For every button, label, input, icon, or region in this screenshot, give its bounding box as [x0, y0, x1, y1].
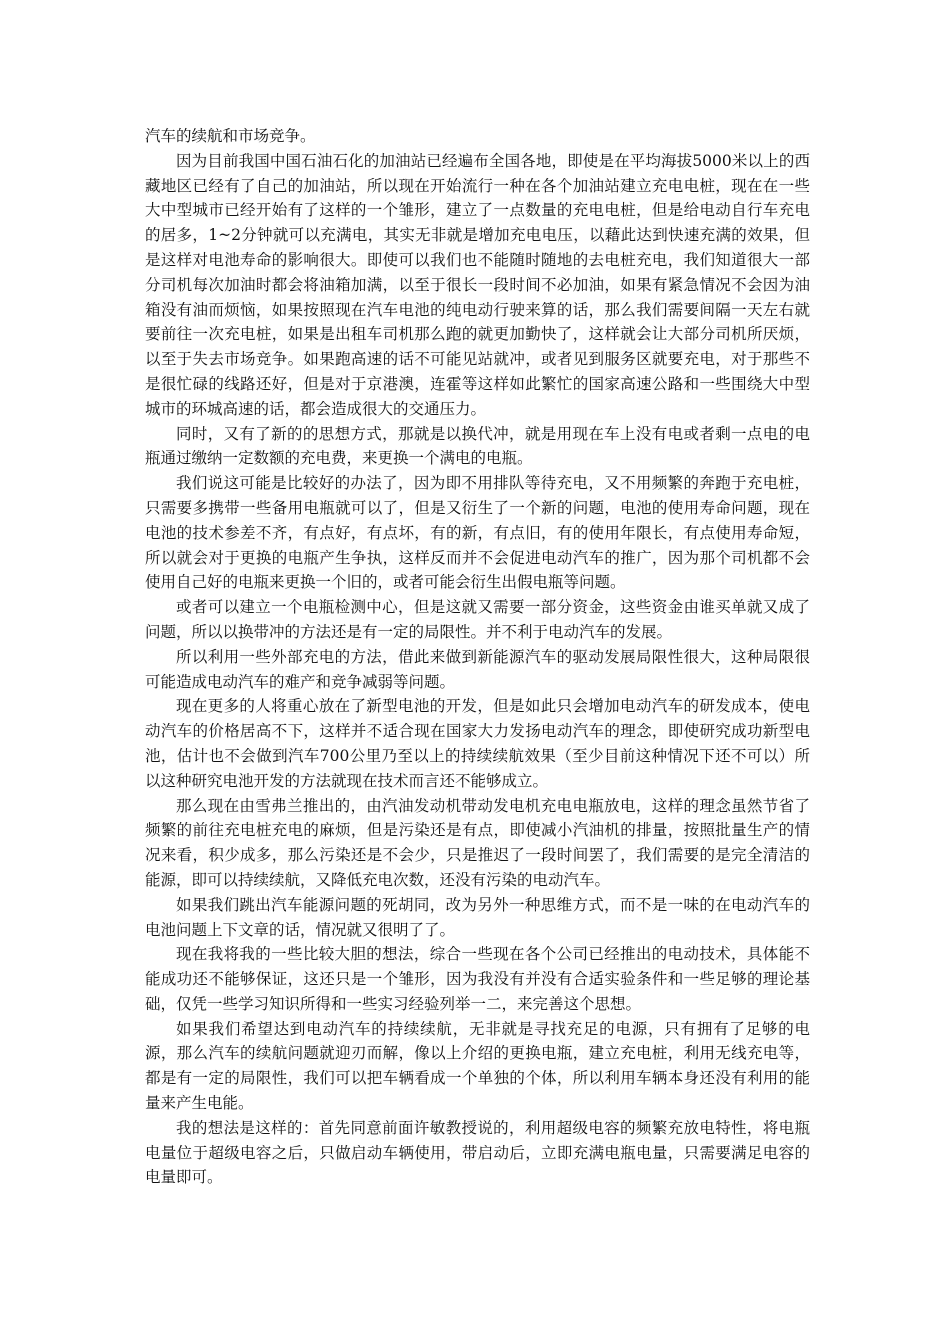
- paragraph-7: 现在更多的人将重心放在了新型电池的开发，但是如此只会增加电动汽车的研发成本，使电动汽车的价格居高不下，这样并不适合现在国家大力发扬电动汽车的理念，即使研究成功新型电池，估计也不会做到汽车700公里乃至以上的持续续航效果（至少目前这种情况下还不可以）所以这种研究电池开发的方法就现在技术而言还不能够成立。: [145, 697, 810, 790]
- paragraph-10: 现在我将我的一些比较大胆的想法，综合一些现在各个公司已经推出的电动技术，具体能不能成功还不能够保证，这还只是一个雏形，因为我没有并没有合适实验条件和一些足够的理论基础，仅凭一些学习知识所得和一些实习经验列举一二，来完善这个思想。: [145, 945, 810, 1013]
- paragraph-8: 那么现在由雪弗兰推出的，由汽油发动机带动发电机充电电瓶放电，这样的理念虽然节省了频繁的前往充电桩充电的麻烦，但是污染还是有点，即使减小汽油机的排量，按照批量生产的情况来看，积少成多，那么污染还是不会少，只是推迟了一段时间罢了，我们需要的是完全清洁的能源，即可以持续续航，又降低充电次数，还没有污染的电动汽车。: [145, 796, 810, 889]
- document-body: [145, 124, 810, 1190]
- paragraph-4: 我们说这可能是比较好的办法了，因为即不用排队等待充电，又不用频繁的奔跑于充电桩，只需要多携带一些备用电瓶就可以了，但是又衍生了一个新的问题，电池的使用寿命问题，现在电池的技术参差不齐，有点好，有点坏，有的新，有点旧，有的使用年限长，有点使用寿命短，所以就会对于更换的电瓶产生争执，这样反而并不会促进电动汽车的推广，因为那个司机都不会使用自己好的电瓶来更换一个旧的，或者可能会衍生出假电瓶等问题。: [145, 474, 810, 592]
- paragraph-1: 汽车的续航和市场竞争。: [145, 127, 316, 145]
- paragraph-6: 所以利用一些外部充电的方法，借此来做到新能源汽车的驱动发展局限性很大，这种局限很可能造成电动汽车的难产和竞争减弱等问题。: [145, 647, 810, 691]
- paragraph-3: 同时，又有了新的的思想方式，那就是以换代冲，就是用现在车上没有电或者剩一点电的电瓶通过缴纳一定数额的充电费，来更换一个满电的电瓶。: [145, 424, 810, 468]
- paragraph-11: 如果我们希望达到电动汽车的持续续航，无非就是寻找充足的电源，只有拥有了足够的电源，那么汽车的续航问题就迎刃而解，像以上介绍的更换电瓶，建立充电桩，利用无线充电等，都是有一定的局限性，我们可以把车辆看成一个单独的个体，所以利用车辆本身还没有利用的能量来产生电能。: [145, 1019, 810, 1113]
- paragraph-12: 我的想法是这样的：首先同意前面许敏教授说的，利用超级电容的频繁充放电特性，将电瓶电量位于超级电容之后，只做启动车辆使用，带启动后，立即充满电瓶电量，只需要满足电容的电量即可。: [145, 1118, 810, 1187]
- paragraph-2: 因为目前我国中国石油石化的加油站已经遍布全国各地，即使是在平均海拔5000米以上的西藏地区已经有了自己的加油站，所以现在开始流行一种在各个加油站建立充电电桩，现在在一些大中型城市已经开始有了这样的一个雏形，建立了一点数量的充电电桩，但是给电动自行车充电的居多，1~2分钟就可以充满电，其实无非就是增加充电电压，以藉此达到快速充满的效果，但是这样对电池寿命的影响很大。即使可以我们也不能随时随地的去电桩充电，我们知道很大一部分司机每次加油时都会将油箱加满，以至于很长一段时间不必加油，如果有紧急情况不会因为油箱没有油而烦恼，如果按照现在汽车电池的纯电动行驶来算的话，那么我们需要间隔一天左右就要前往一次充电桩，如果是出租车司机那么跑的就更加勤快了，这样就会让大部分司机所厌烦，以至于失去市场竞争。如果跑高速的话不可能见站就冲，或者见到服务区就要充电，对于那些不是很忙碌的线路还好，但是对于京港澳，连霍等这样如此繁忙的国家高速公路和一些围绕大中型城市的环城高速的话，都会造成很大的交通压力。: [145, 151, 810, 418]
- paragraph-5: 或者可以建立一个电瓶检测中心，但是这就又需要一部分资金，这些资金由谁买单就又成了问题，所以以换带冲的方法还是有一定的局限性。并不利于电动汽车的发展。: [145, 598, 810, 641]
- paragraph-9: 如果我们跳出汽车能源问题的死胡同，改为另外一种思维方式，而不是一味的在电动汽车的电池问题上下文章的话，情况就又很明了了。: [145, 895, 810, 939]
